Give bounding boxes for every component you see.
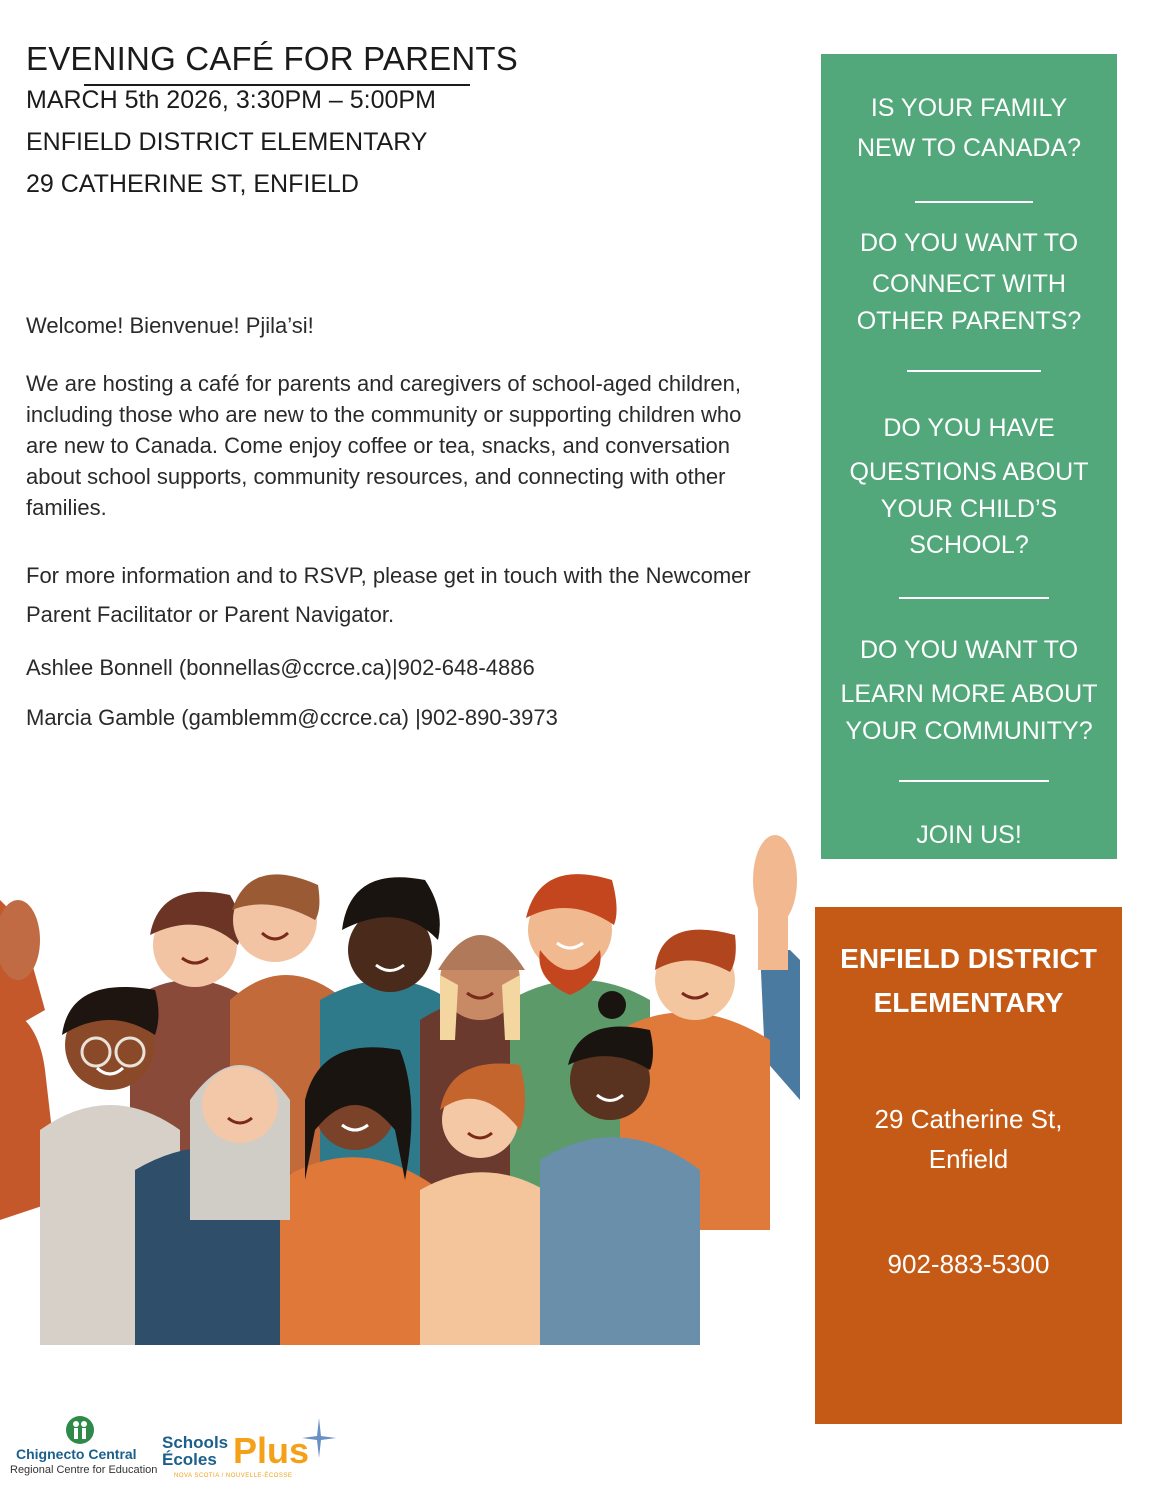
welcome-line: Welcome! Bienvenue! Pjila’si! — [26, 313, 314, 338]
rsvp-paragraph-text: For more information and to RSVP, please get in touch with the Newcomer Parent Facilitator or Parent Navigator. — [26, 563, 751, 627]
join-us-cta: JOIN US! — [916, 821, 1022, 849]
question-connect-l2: CONNECT WITH — [872, 270, 1066, 298]
event-date: MARCH 5th 2026, 3:30PM – 5:00PM — [26, 86, 436, 114]
school-name-l1: ENFIELD DISTRICT — [840, 943, 1097, 974]
school-info-panel — [815, 907, 1122, 1424]
question-school-l4: SCHOOL? — [909, 531, 1029, 559]
question-new-family-l2: NEW TO CANADA? — [856, 134, 1082, 162]
ccrce-name: Chignecto Central — [16, 1446, 137, 1462]
school-phone: 902-883-5300 — [887, 1249, 1050, 1279]
schoolsplus-subtitle: NOVA SCOTIA / NOUVELLE-ÉCOSSE — [174, 1473, 293, 1479]
event-address: 29 CATHERINE ST, ENFIELD — [26, 170, 359, 198]
school-address — [815, 1099, 1122, 1179]
divider-2 — [907, 370, 1041, 372]
intro-paragraph-text: We are hosting a café for parents and caregivers of school-aged children, including those who are new to the community or supporting children who are new to Canada. Come enjoy coffee or tea, snacks, and conversation about school supports, community resources, and connecting with other families. — [26, 371, 742, 520]
contact-marcia: Marcia Gamble (gamblemm@ccrce.ca) |902-890-3973 — [26, 705, 558, 730]
school-address-l2: Enfield — [928, 1144, 1009, 1174]
question-community-l1: DO YOU WANT TO — [859, 636, 1079, 664]
question-connect-l1: DO YOU WANT TO — [859, 229, 1079, 257]
rsvp-paragraph — [26, 556, 756, 634]
ccrce-logo — [10, 1412, 158, 1482]
contact-ashlee: Ashlee Bonnell (bonnellas@ccrce.ca)|902-648-4886 — [26, 655, 535, 680]
divider-1 — [915, 201, 1033, 203]
question-school-l2: QUESTIONS ABOUT — [849, 458, 1089, 486]
school-address-l1: 29 Catherine St, — [874, 1104, 1063, 1134]
schoolsplus-schools: Schools — [162, 1433, 229, 1452]
question-community-l3: YOUR COMMUNITY? — [845, 717, 1093, 745]
question-school-l3: YOUR CHILD’S — [880, 495, 1058, 523]
sparkle-icon — [302, 1418, 336, 1458]
question-new-family-l1: IS YOUR FAMILY — [870, 94, 1068, 122]
schoolsplus-plus: Plus — [233, 1430, 310, 1471]
ccrce-subtitle: Regional Centre for Education — [10, 1464, 158, 1476]
school-name — [815, 937, 1122, 1025]
ccrce-logo-icon — [66, 1416, 94, 1444]
divider-3 — [899, 597, 1049, 599]
intro-paragraph — [26, 368, 756, 523]
school-name-l2: ELEMENTARY — [873, 987, 1064, 1018]
schoolsplus-logo — [162, 1418, 342, 1488]
diverse-group-waving-illustration — [0, 800, 800, 1345]
question-school-l1: DO YOU HAVE — [883, 414, 1055, 442]
question-community-l2: LEARN MORE ABOUT — [840, 680, 1098, 708]
question-connect-l3: OTHER PARENTS? — [856, 307, 1082, 335]
questions-panel — [821, 54, 1117, 859]
schoolsplus-ecoles: Écoles — [162, 1450, 217, 1469]
event-title: EVENING CAFÉ FOR PARENTS — [26, 40, 518, 77]
divider-4 — [899, 780, 1049, 782]
event-school: ENFIELD DISTRICT ELEMENTARY — [26, 128, 428, 156]
